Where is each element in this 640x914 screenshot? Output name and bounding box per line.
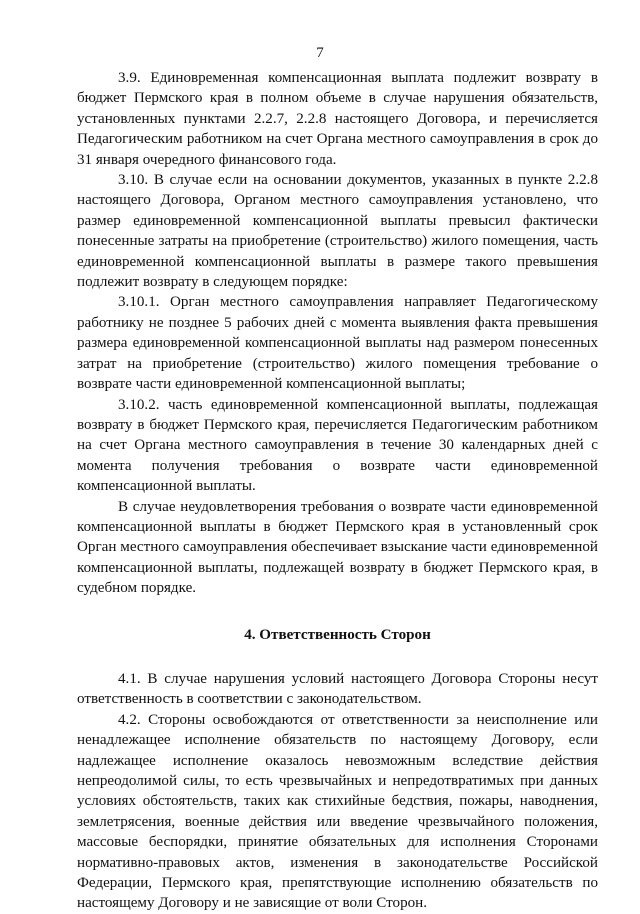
clause-3-10: 3.10. В случае если на основании документов, указанных в пункте 2.2.8 настоящего Договора, Органом местного самоуправления установлено, что размер единовременной компенсационной выплаты превысил фактически понесенные затраты на приобретение (строительство) жилого помещения, часть единовременной компенсационной выплаты в размере такого превышения подлежит возврату в следующем порядке: (77, 172, 598, 291)
section-4-heading: 4. Ответственность Сторон (244, 626, 431, 643)
clause-3-10-1: 3.10.1. Орган местного самоуправления направляет Педагогическому работнику не позднее 5 рабочих дней с момента выявления факта превышения размера единовременной компенсационной выплаты над размером понесенных затрат на приобретение (строительство) жилого помещения требование о возврате части единовременной компенсационной выплаты; (77, 294, 598, 393)
document-body (77, 68, 598, 914)
clause-3-9: 3.9. Единовременная компенсационная выплата подлежит возврату в бюджет Пермского края в полном объеме в случае нарушения обязательств, установленных пунктами 2.2.7, 2.2.8 настоящего Договора, и перечисляется Педагогическим работником на счет Органа местного самоуправления в срок до 31 января очередного финансового года. (77, 70, 598, 168)
clause-3-10-2: 3.10.2. часть единовременной компенсационной выплаты, подлежащая возврату в бюджет Пермского края, перечисляется Педагогическим работником на счет Органа местного самоуправления в течение 30 календарных дней с момента получения требования о возврате части единовременной компенсационной выплаты. (77, 396, 598, 495)
clause-4-2: 4.2. Стороны освобождаются от ответственности за неисполнение или ненадлежащее исполнение обязательств по настоящему Договору, если надлежащее исполнение оказалось невозможным вследствие действия непреодолимой силы, то есть чрезвычайных и непредотвратимых при данных условиях обстоятельств, таких как стихийные бедствия, пожары, наводнения, землетрясения, военные действия или введение чрезвычайного положения, массовые беспорядки, принятие обязательных для исполнения Сторонами нормативно-правовых актов, изменения в законодательстве Российской Федерации, Пермского края, препятствующие исполнению обязательств по настоящему Договору и не зависящие от воли Сторон. (77, 711, 598, 912)
clause-4-1: 4.1. В случае нарушения условий настоящего Договора Стороны несут ответственность в соответствии с законодательством. (77, 670, 598, 708)
clause-3-10-enforcement: В случае неудовлетворения требования о возврате части единовременной компенсационной выплаты в бюджет Пермского края в установленный срок Орган местного самоуправления обеспечивает взыскание части единовременной компенсационной выплаты, подлежащей возврату в бюджет Пермского края, в судебном порядке. (77, 498, 598, 597)
page-number: 7 (316, 45, 324, 61)
